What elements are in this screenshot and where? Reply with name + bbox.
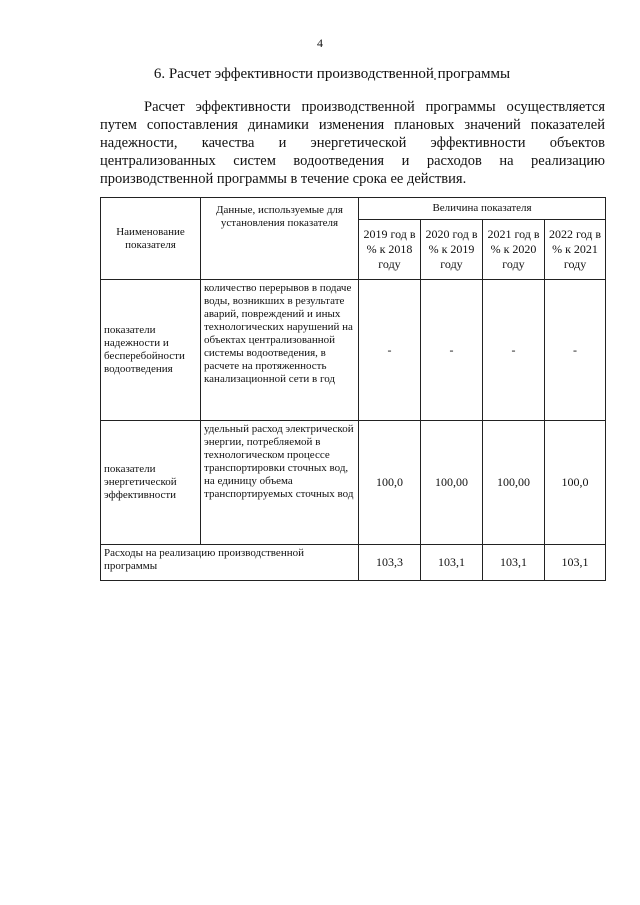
row-total-value-2022: 103,1: [545, 545, 606, 581]
header-value-group: Величина показателя: [359, 198, 606, 220]
row-total-label: Расходы на реализацию производственной программы: [101, 545, 359, 581]
row-energy-value-2019: 100,0: [359, 421, 421, 545]
section-title: 6. Расчет эффективности производственной программы: [153, 66, 511, 82]
row-total-value-2021: 103,1: [483, 545, 545, 581]
header-year-2022: 2022 год в % к 2021 году: [545, 220, 606, 280]
row-reliability-name: показатели надежности и бесперебойности водоотведения: [101, 280, 201, 421]
row-energy-value-2021: 100,00: [483, 421, 545, 545]
row-reliability-data: количество перерывов в подаче воды, возникших в результате аварий, повреждений и иных технологических нарушений на объектах централизованной системы водоотведения, в расчете на протяженность канализационной сети в год: [201, 280, 359, 421]
intro-paragraph: Расчет эффективности производственной программы осуществляется путем сопоставления динамики изменения плановых значений показателей надежности, качества и энергетической эффективности объектов централизованных систем водоотведения и расходов на реализацию производственной программы в течение срока ее действия.: [100, 99, 605, 187]
header-year-2019: 2019 год в % к 2018 году: [359, 220, 421, 280]
table-row: [101, 545, 606, 581]
table-row: [101, 280, 606, 421]
row-energy-value-2022: 100,0: [545, 421, 606, 545]
row-energy-name: показатели энергетической эффективности: [101, 421, 201, 545]
row-reliability-value-2019: -: [359, 280, 421, 421]
header-year-2021: 2021 год в % к 2020 году: [483, 220, 545, 280]
row-reliability-value-2022: -: [545, 280, 606, 421]
row-reliability-value-2020: -: [421, 280, 483, 421]
table-row: [101, 421, 606, 545]
page-number: 4: [317, 36, 323, 50]
row-energy-value-2020: 100,00: [421, 421, 483, 545]
header-indicator-data: Данные, используемые для установления показателя: [201, 198, 359, 280]
row-reliability-value-2021: -: [483, 280, 545, 421]
row-energy-data: удельный расход электрической энергии, потребляемой в технологическом процессе транспортировки сточных вод, на единицу объема транспортируемых сточных вод: [201, 421, 359, 545]
indicators-table: [100, 197, 606, 581]
row-total-value-2020: 103,1: [421, 545, 483, 581]
row-total-value-2019: 103,3: [359, 545, 421, 581]
header-year-2020: 2020 год в % к 2019 году: [421, 220, 483, 280]
header-indicator-name: Наименование показателя: [101, 198, 201, 280]
